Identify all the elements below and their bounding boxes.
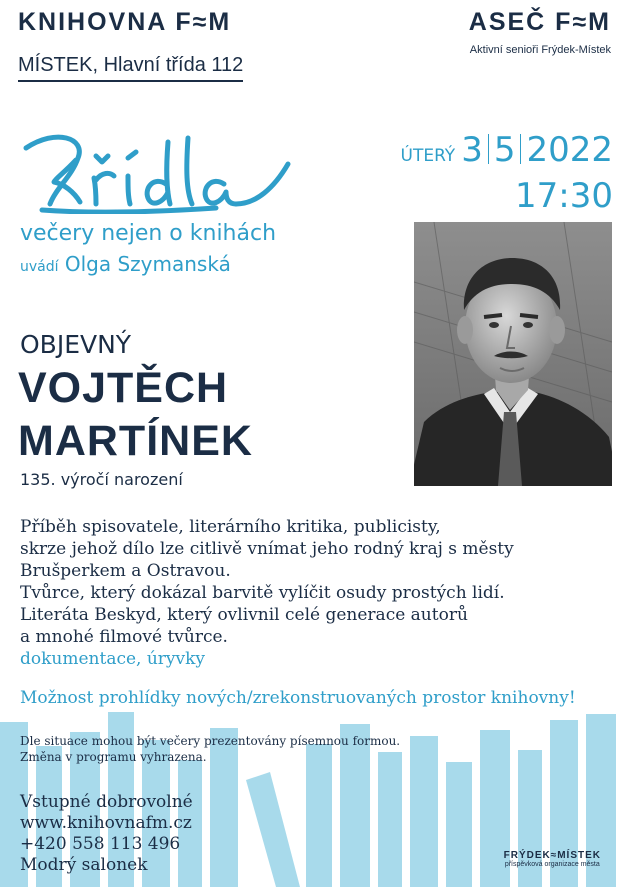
subject-epithet: OBJEVNÝ [20,330,132,359]
event-time: 17:30 [515,176,613,216]
subject-last-name: MARTÍNEK [18,417,253,465]
note-line: Změna v programu vyhrazena. [20,750,207,764]
description-line: Brušperkem a Ostravou. [20,561,231,581]
library-address: MÍSTEK, Hlavní třída 112 [18,54,243,82]
description-line: a mnohé filmové tvůrce. [20,627,228,647]
host-line [20,252,231,276]
notes [20,733,400,765]
date-separator [520,134,521,164]
subject-anniversary: 135. výročí narození [20,470,183,489]
description-extras: dokumentace, úryvky [20,649,206,669]
description-line: skrze jehož dílo lze citlivě vnímat jeho rodný kraj s městy [20,539,514,559]
event-day: 3 [461,130,483,170]
contact-info [20,792,193,876]
city-logo [504,850,601,868]
entry-fee: Vstupné dobrovolné [20,792,193,812]
description-line: Literáta Beskyd, který ovlivnil celé generace autorů [20,605,468,625]
date-separator [488,134,489,164]
room-name: Modrý salonek [20,855,148,875]
phone-number[interactable]: +420 558 113 496 [20,834,181,854]
event-date [401,130,614,170]
author-portrait-photo [414,222,612,486]
event-description [20,516,580,670]
city-name: FRÝDEK≈MÍSTEK [503,850,601,861]
website-link[interactable]: www.knihovnafm.cz [20,813,192,833]
library-name: KNIHOVNA F≈M [18,8,232,36]
series-tagline: večery nejen o knihách [20,221,277,246]
partner-name: ASEČ F≈M [468,8,611,36]
host-name: Olga Szymanská [64,252,231,276]
promo-text: Možnost prohlídky nových/zrekonstruovaných prostor knihovny! [20,688,576,708]
city-subtitle: příspěvková organizace města [504,861,600,868]
event-month: 5 [493,130,516,170]
event-year: 2022 [526,130,613,170]
host-prefix: uvádí [20,259,59,275]
kridla-logo [16,118,306,214]
partner-subtitle: Aktivní senioři Frýdek-Místek [469,44,611,56]
description-line: Příběh spisovatele, literárního kritika, publicisty, [20,517,441,537]
subject-first-name: VOJTĚCH [18,364,229,412]
description-line: Tvůrce, který dokázal barvitě vylíčit osudy prostých lidí. [20,583,505,603]
event-weekday: ÚTERÝ [400,146,456,166]
note-line: Dle situace mohou být večery prezentovány písemnou formou. [20,734,401,748]
